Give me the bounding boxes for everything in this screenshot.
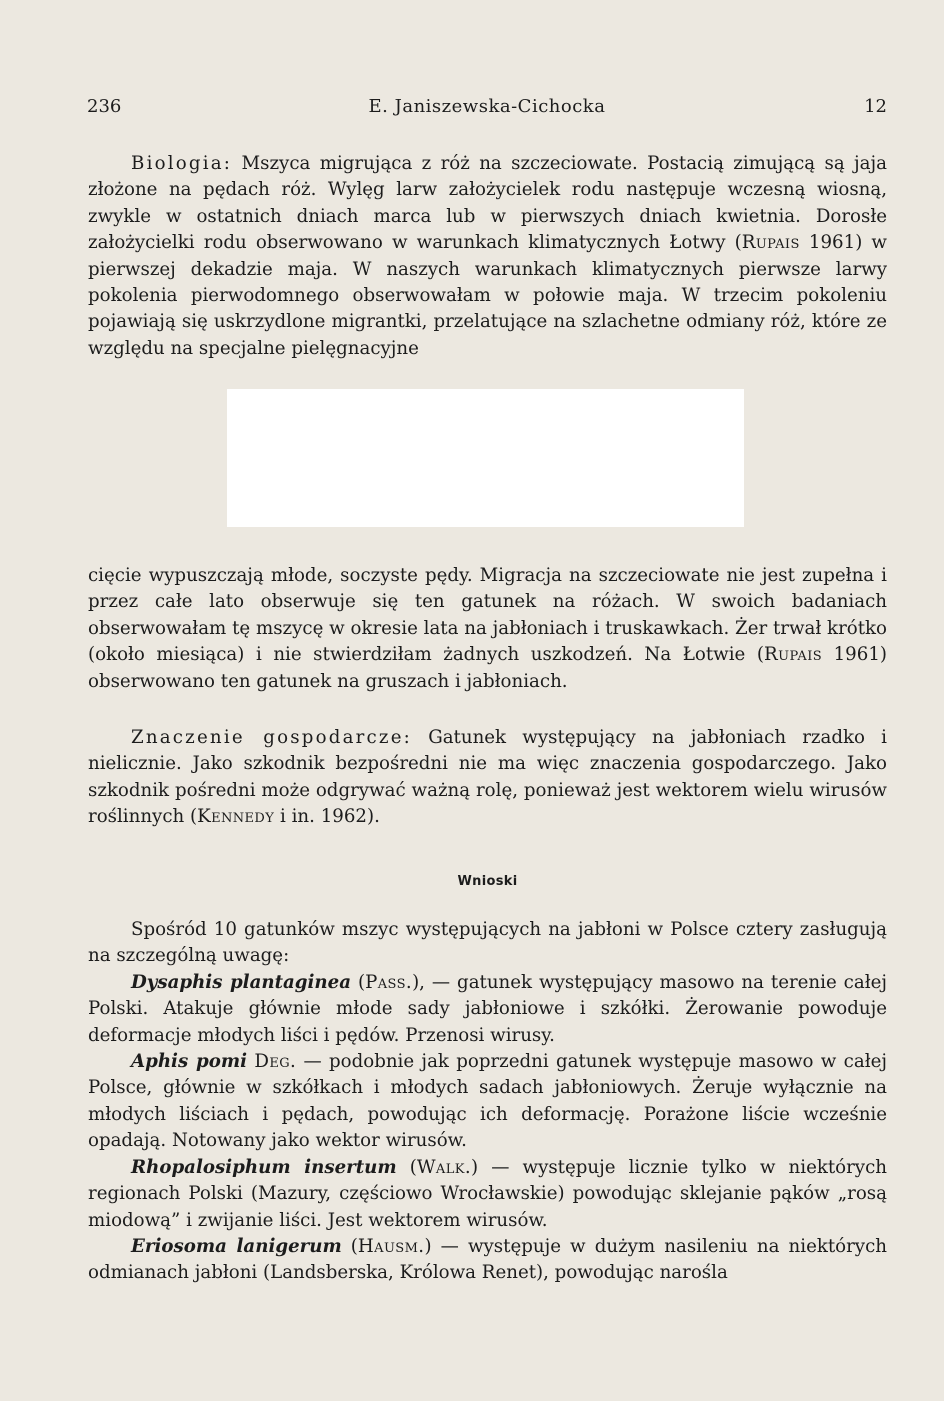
species-paragraph: [88, 970, 887, 1049]
species-name: Dysaphis plantaginea: [131, 972, 351, 993]
biology-text: Mszyca migrująca z róż na szczeciowate. Postacią zimującą są jaja złożone na pędach róż. Wylęg larw założycielek rodu następuje wczesną wiosną, zwykle w ostatnich dniach marca lub w pierwszych dniach kwietnia. Dorosłe założycielki rodu obserwowano w warunkach klimatycznych Łotwy (: [88, 153, 887, 254]
species-paragraph: [88, 1234, 887, 1287]
continuation-text: cięcie wypuszczają młode, soczyste pędy. Migracja na szczeciowate nie jest zupełna i przez całe lato obserwuje się ten gatunek na różach. W swoich badaniach obserwowałam tę mszycę w okresie lata na jabłoniach i truskawkach. Żer trwał krótko (około miesiąca) i nie stwierdziłam żadnych uszkodzeń. Na Łotwie (: [88, 565, 887, 666]
species-text: ), — gatunek występujący masowo na terenie całej Polski. Atakuje głównie młode sady jabłoniowe i szkółki. Żerowanie powoduje deformacje młodych liści i pędów. Przenosi wirusy.: [88, 972, 887, 1046]
citation-author: Rupais: [764, 644, 823, 666]
species-author: Walk.: [416, 1157, 472, 1178]
continuation-paragraph: [88, 563, 887, 695]
species-text: — podobnie jak poprzedni gatunek występuje masowo w całej Polsce, głównie w szkółkach i młodych sadach jabłoniowych. Żeruje wyłącznie na młodych liściach i pędach, powodując ich deformację. Porażone liście wcześnie opadają. Notowany jako wektor wirusów.: [88, 1051, 887, 1152]
continuation-text-end: 1961) obserwowano ten gatunek na gruszach i jabłoniach.: [88, 644, 887, 692]
blank-figure-area: [227, 389, 744, 527]
biology-text-continued: 1961) w pierwszej dekadzie maja. W naszych warunkach klimatycznych pierwsze larwy pokolenia pierwodomnego obserwowałam w połowie maja. W trzecim pokoleniu pojawiają się uskrzydlone migrantki, przelatujące na szlachetne odmiany róż, które ze względu na specjalne pielęgnacyjne: [88, 232, 887, 359]
running-title: E. Janiszewska-Cichocka: [368, 96, 606, 117]
species-punct: (: [351, 972, 366, 993]
article-page-number: 12: [864, 96, 887, 117]
citation-author: Rupais: [741, 232, 800, 254]
species-text: ) — występuje w dużym nasileniu na niektórych odmianach jabłoni (Landsberska, Królowa Renet), powodując narośla: [88, 1236, 887, 1284]
economic-text-end: i in. 1962).: [274, 806, 380, 828]
biology-paragraph: [88, 151, 887, 362]
biology-label: Biologia:: [131, 153, 233, 174]
species-paragraph: [88, 1049, 887, 1155]
species-author: Pass.: [365, 972, 413, 993]
section-title: Wnioski: [457, 874, 518, 889]
economic-text: Gatunek występujący na jabłoniach rzadko i nielicznie. Jako szkodnik bezpośredni nie ma więc znaczenia gospodarczego. Jako szkodnik pośredni może odgrywać ważną rolę, ponieważ jest wektorem wielu wirusów roślinnych (: [88, 727, 887, 828]
species-punct: (: [396, 1157, 417, 1178]
species-name: Aphis pomi: [131, 1051, 248, 1072]
economic-paragraph: [88, 725, 887, 831]
economic-label: Znaczenie gospodarcze:: [131, 727, 412, 748]
conclusions-intro: Spośród 10 gatunków mszyc występujących na jabłoni w Polsce cztery zasługują na szczególną uwagę:: [88, 919, 887, 967]
species-author: Hausm.: [357, 1236, 425, 1257]
page-number: 236: [87, 96, 122, 117]
species-author: Deg.: [254, 1051, 297, 1072]
species-name: Rhopalosiphum insertum: [131, 1157, 397, 1178]
species-name: Eriosoma lanigerum: [131, 1236, 342, 1257]
species-punct: (: [341, 1236, 358, 1257]
running-header: [87, 96, 887, 122]
citation-author: Kennedy: [197, 806, 275, 828]
species-text: ) — występuje licznie tylko w niektórych regionach Polski (Mazury, częściowo Wrocławskie) powodując sklejanie pąków „rosą miodową” i zwijanie liści. Jest wektorem wirusów.: [88, 1157, 887, 1231]
species-paragraph: [88, 1155, 887, 1234]
